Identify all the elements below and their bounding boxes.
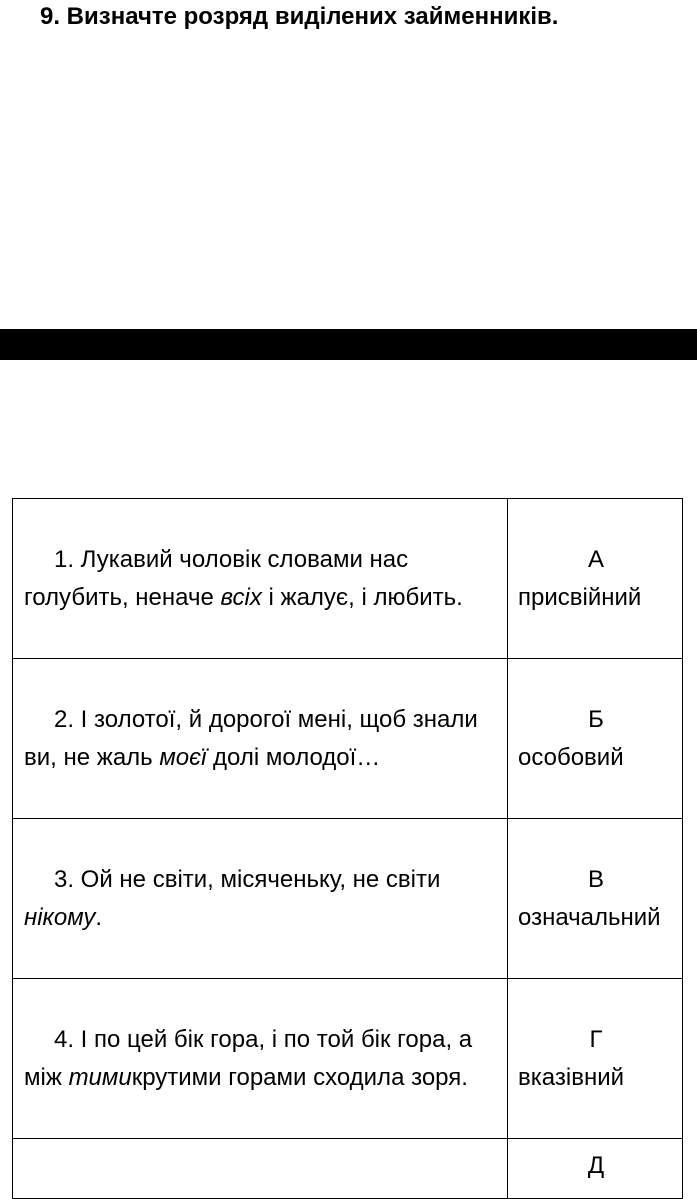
black-divider-bar	[0, 329, 697, 360]
option-cell	[508, 819, 683, 979]
table-row	[13, 499, 683, 659]
highlighted-pronoun: всіх	[220, 583, 262, 611]
option-label: вказівний	[518, 1063, 625, 1091]
matching-table	[12, 498, 683, 1199]
option-letter: Д	[587, 1152, 605, 1179]
sentence-text: 4. І по цей бік гора, і по той бік гора, а між	[24, 1025, 473, 1091]
table-row	[13, 659, 683, 819]
sentence-cell	[13, 659, 508, 819]
option-label: означальний	[518, 903, 661, 931]
sentence-text: крутими горами сходила зоря.	[131, 1063, 468, 1091]
table-row	[13, 1139, 683, 1199]
option-label: особовий	[518, 743, 624, 771]
sentence-cell	[13, 819, 508, 979]
highlighted-pronoun: тими	[68, 1063, 132, 1091]
highlighted-pronoun: моєї	[159, 743, 207, 771]
task-title: 9. Визначте розряд виділених займенників.	[40, 3, 559, 30]
table-row	[13, 819, 683, 979]
option-cell	[508, 659, 683, 819]
highlighted-pronoun: нікому	[24, 903, 96, 931]
sentence-text: .	[95, 903, 103, 931]
option-letter: В	[587, 865, 604, 893]
option-cell	[508, 1139, 683, 1199]
option-letter: А	[587, 545, 604, 573]
table-row	[13, 979, 683, 1139]
sentence-cell	[13, 499, 508, 659]
sentence-cell	[13, 1139, 508, 1199]
option-cell	[508, 499, 683, 659]
sentence-text: 2. І золотої, й дорогої мені, щоб знали ви, не жаль	[24, 705, 478, 771]
option-label: присвійний	[518, 583, 642, 611]
sentence-text: 1. Лукавий чоловік словами нас голубить, неначе	[24, 545, 409, 611]
sentence-text: долі молодої…	[206, 743, 381, 771]
option-letter: Б	[588, 705, 604, 733]
sentence-cell	[13, 979, 508, 1139]
sentence-text: і жалує, і любить.	[261, 583, 463, 611]
option-cell	[508, 979, 683, 1139]
sentence-text: 3. Ой не світи, місяченьку, не світи	[54, 865, 441, 893]
option-letter: Г	[589, 1025, 603, 1053]
